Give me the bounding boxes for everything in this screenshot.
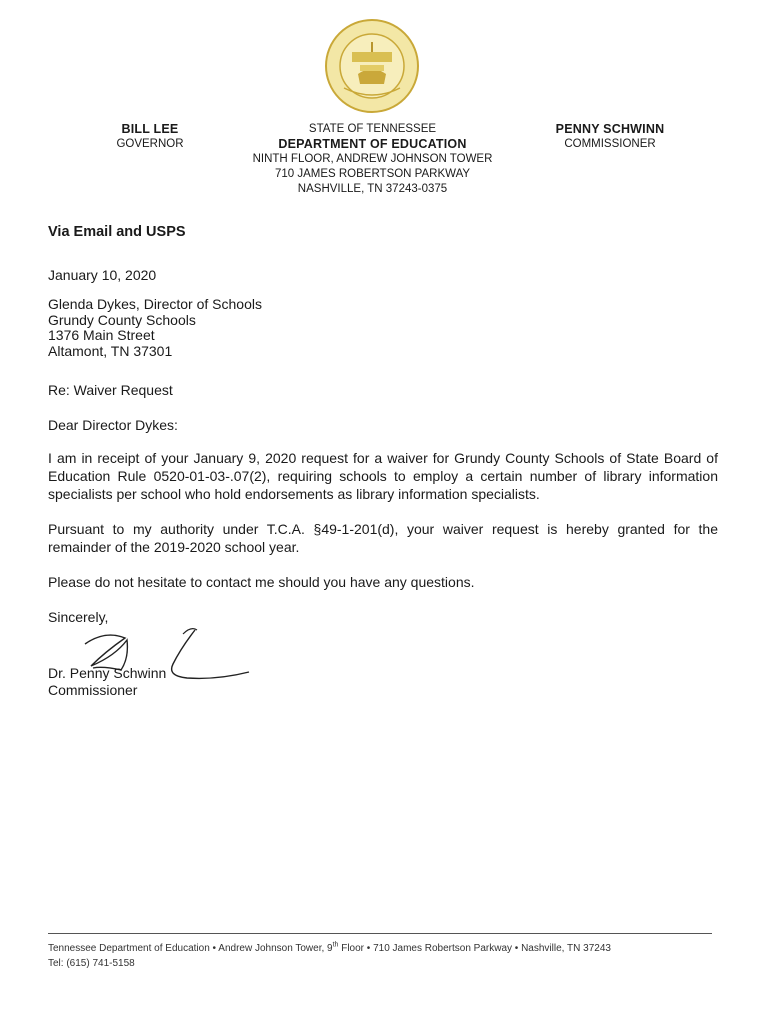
department-name: DEPARTMENT OF EDUCATION <box>278 137 467 151</box>
commissioner-title: COMMISSIONER <box>564 138 656 150</box>
footer <box>48 941 728 971</box>
signer-name: Dr. Penny Schwinn <box>48 665 167 681</box>
department-address-1: NINTH FLOOR, ANDREW JOHNSON TOWER <box>252 153 493 165</box>
signer-title: Commissioner <box>48 682 138 698</box>
state-name: STATE OF TENNESSEE <box>308 123 437 135</box>
salutation: Dear Director Dykes: <box>48 417 178 433</box>
footer-divider <box>48 933 712 934</box>
paragraph-3: Please do not hesitate to contact me should you have any questions. <box>48 574 475 590</box>
governor-name: BILL LEE <box>121 122 179 136</box>
department-address-2: 710 JAMES ROBERTSON PARKWAY <box>274 168 471 180</box>
commissioner-block <box>540 122 680 152</box>
subject-line: Re: Waiver Request <box>48 382 173 398</box>
delivery-method: Via Email and USPS <box>48 224 186 240</box>
footer-address-sup: th <box>332 941 339 949</box>
paragraph-2: Pursuant to my authority under T.C.A. §49-1-201(d), your waiver request is hereby granted for the remainder of the 2019-2020 school year. <box>48 521 718 555</box>
commissioner-name: PENNY SCHWINN <box>555 122 665 136</box>
footer-address <box>48 941 728 956</box>
governor-block <box>100 122 200 152</box>
closing: Sincerely, <box>48 609 109 625</box>
footer-phone: Tel: (615) 741-5158 <box>48 958 135 969</box>
recipient-line: Glenda Dykes, Director of Schools <box>48 296 262 312</box>
recipient-line: 1376 Main Street <box>48 327 155 343</box>
paragraph-1: I am in receipt of your January 9, 2020 request for a waiver for Grundy County Schools of State Board of Education Rule 0520-01-03-.07(2), requiring schools to employ a certain number of library information specialists per school who hold endorsements as library information specialists. <box>48 450 718 502</box>
department-block <box>235 122 510 197</box>
governor-title: GOVERNOR <box>116 138 184 150</box>
recipient-line: Grundy County Schools <box>48 311 196 328</box>
recipient-line: Altamont, TN 37301 <box>48 342 173 359</box>
letter-date: January 10, 2020 <box>48 267 157 283</box>
signature-block <box>48 665 718 699</box>
department-address-3: NASHVILLE, TN 37243-0375 <box>297 183 448 195</box>
footer-address-a: Tennessee Department of Education • Andrew Johnson Tower, 9 <box>48 943 333 954</box>
state-seal-icon <box>324 18 420 114</box>
recipient-address <box>48 297 718 359</box>
footer-address-b: Floor • 710 James Robertson Parkway • Nashville, TN 37243 <box>338 943 611 954</box>
